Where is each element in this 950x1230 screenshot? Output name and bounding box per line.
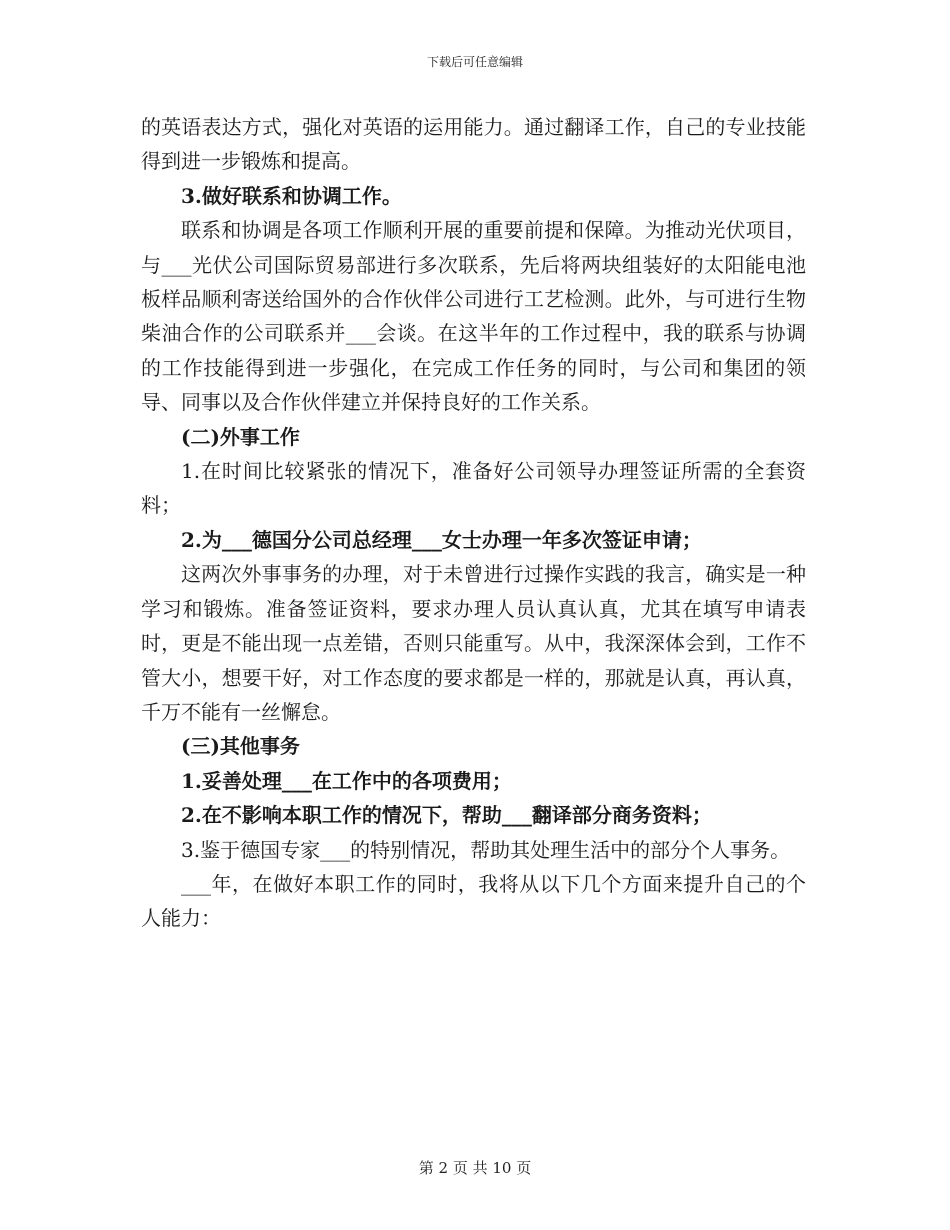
page-number: 第 2 页 共 10 页 <box>418 1159 532 1177</box>
section-heading-coordination: 3.做好联系和协调工作。 <box>181 183 402 208</box>
paragraph-continuation: 的英语表达方式，强化对英语的运用能力。通过翻译工作，自己的专业技能得到进一步锻炼和提高。 <box>141 115 806 174</box>
paragraph-plans: ___年，在做好本职工作的同时，我将从以下几个方面来提升自己的个人能力： <box>141 871 806 931</box>
page-header: 下载后可任意编辑 <box>426 55 523 69</box>
paragraph-foreign-affairs-reflection: 这两次外事事务的办理，对于未曾进行过操作实践的我言，确实是一种学习和锻炼。准备签证资料，要求办理人员认真认真，尤其在填写申请表时，更是不能出现一点差错，否则只能重写。从中，我深深体会到，工作不管大小，想要干好，对工作态度的要求都是一样的，那就是认真，再认真，千万不能有一丝懈怠。 <box>141 562 806 724</box>
list-item-translation: 2.在不影响本职工作的情况下，帮助___翻译部分商务资料； <box>181 803 712 828</box>
list-item-visa-materials: 1.在时间比较紧张的情况下，准备好公司领导办理签证所需的全套资料； <box>141 459 806 518</box>
list-item-personal-affairs: 3.鉴于德国专家___的特别情况，帮助其处理生活中的部分个人事务。 <box>181 837 791 862</box>
list-item-visa-application: 2.为___德国分公司总经理___女士办理一年多次签证申请； <box>181 527 702 552</box>
section-heading-other-affairs: (三)其他事务 <box>181 734 300 759</box>
paragraph-coordination: 联系和协调是各项工作顺利开展的重要前提和保障。为推动光伏项目，与___光伏公司国际贸易部进行多次联系，先后将两块组装好的太阳能电池板样品顺利寄送给国外的合作伙伴公司进行工艺检测。此外，与可进行生物柴油合作的公司联系并___会谈。在这半年的工作过程中，我的联系与协调的工作技能得到进一步强化，在完成工作任务的同时，与公司和集团的领导、同事以及合作伙伴建立并保持良好的工作关系。 <box>141 218 806 415</box>
section-heading-foreign-affairs: (二)外事工作 <box>181 424 300 449</box>
list-item-expenses: 1.妥善处理___在工作中的各项费用； <box>181 768 512 793</box>
document-body <box>141 110 806 936</box>
